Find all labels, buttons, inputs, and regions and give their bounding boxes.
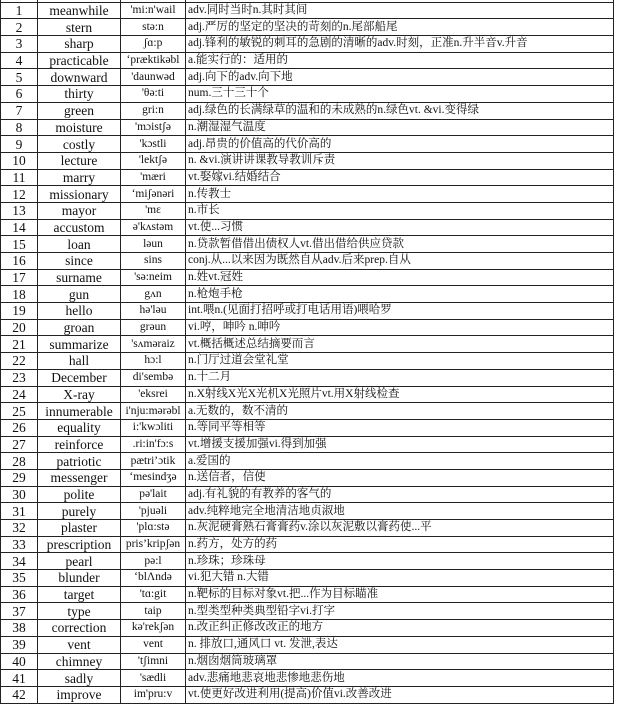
table-row xyxy=(1,236,614,253)
row-number: 21 xyxy=(1,336,38,353)
meaning-cell: n.靶标的目标对象vt.把...作为目标瞄准 xyxy=(186,586,614,603)
table-row xyxy=(1,219,614,236)
row-number: 31 xyxy=(1,503,38,520)
word-cell: meanwhile xyxy=(38,2,121,19)
table-row xyxy=(1,119,614,136)
row-number: 28 xyxy=(1,453,38,470)
table-row xyxy=(1,353,614,370)
word-cell: innumerable xyxy=(38,403,121,420)
word-cell: chimney xyxy=(38,653,121,670)
row-number: 37 xyxy=(1,603,38,620)
phonetic-cell: ‘miʃənəri xyxy=(121,186,186,203)
meaning-cell: n.改正纠正修改改正的地方 xyxy=(186,620,614,637)
row-number: 10 xyxy=(1,152,38,169)
row-number: 9 xyxy=(1,136,38,153)
word-cell: plaster xyxy=(38,520,121,537)
word-cell: surname xyxy=(38,269,121,286)
row-number: 20 xyxy=(1,319,38,336)
meaning-cell: adj.昂贵的价值高的代价高的 xyxy=(186,136,614,153)
phonetic-cell: ləun xyxy=(121,236,186,253)
meaning-cell: n.送信者，信使 xyxy=(186,469,614,486)
phonetic-cell: stə:n xyxy=(121,19,186,36)
table-row xyxy=(1,469,614,486)
phonetic-cell: i'nju:mərəbl xyxy=(121,403,186,420)
meaning-cell: int.喂n.(见面打招呼或打电话用语)喂哈罗 xyxy=(186,303,614,320)
phonetic-cell: 'sə:neim xyxy=(121,269,186,286)
meaning-cell: n.市长 xyxy=(186,202,614,219)
row-number: 32 xyxy=(1,520,38,537)
meaning-cell: a.无数的，数不清的 xyxy=(186,403,614,420)
phonetic-cell: i:'kwɔliti xyxy=(121,419,186,436)
table-row xyxy=(1,620,614,637)
phonetic-cell: 'kɔstli xyxy=(121,136,186,153)
row-number: 11 xyxy=(1,169,38,186)
table-row xyxy=(1,36,614,53)
meaning-cell: n.传教士 xyxy=(186,186,614,203)
meaning-cell: adj.向下的adv.向下地 xyxy=(186,69,614,86)
row-number: 7 xyxy=(1,102,38,119)
vocabulary-table-body xyxy=(1,0,614,703)
word-cell: missionary xyxy=(38,186,121,203)
table-row xyxy=(1,303,614,320)
meaning-cell: vt.使...习惯 xyxy=(186,219,614,236)
meaning-cell: n.烟囱烟筒玻璃罩 xyxy=(186,653,614,670)
phonetic-cell: sins xyxy=(121,253,186,270)
phonetic-cell: 'mæri xyxy=(121,169,186,186)
meaning-cell: n.十二月 xyxy=(186,369,614,386)
row-number: 14 xyxy=(1,219,38,236)
table-row xyxy=(1,102,614,119)
table-row xyxy=(1,386,614,403)
table-row xyxy=(1,586,614,603)
row-number: 34 xyxy=(1,553,38,570)
word-cell: purely xyxy=(38,503,121,520)
word-cell: blunder xyxy=(38,570,121,587)
word-cell: practicable xyxy=(38,52,121,69)
row-number: 39 xyxy=(1,636,38,653)
row-number: 1 xyxy=(1,2,38,19)
row-number: 8 xyxy=(1,119,38,136)
phonetic-cell: taip xyxy=(121,603,186,620)
table-row xyxy=(1,553,614,570)
table-row xyxy=(1,503,614,520)
row-number: 5 xyxy=(1,69,38,86)
row-number: 6 xyxy=(1,86,38,103)
word-cell: improve xyxy=(38,686,121,703)
row-number: 12 xyxy=(1,186,38,203)
word-cell: accustom xyxy=(38,219,121,236)
table-row xyxy=(1,253,614,270)
phonetic-cell: ‘mesindʒə xyxy=(121,469,186,486)
meaning-cell: a.爱国的 xyxy=(186,453,614,470)
table-row xyxy=(1,86,614,103)
table-row xyxy=(1,269,614,286)
table-row xyxy=(1,369,614,386)
meaning-cell: n.药方，处方的药 xyxy=(186,536,614,553)
row-number: 26 xyxy=(1,419,38,436)
meaning-cell: adv.同时当时n.其时其间 xyxy=(186,2,614,19)
phonetic-cell: ə'kʌstəm xyxy=(121,219,186,236)
table-row xyxy=(1,2,614,19)
row-number: 27 xyxy=(1,436,38,453)
word-cell: summarize xyxy=(38,336,121,353)
phonetic-cell: 'plɑ:stə xyxy=(121,520,186,537)
phonetic-cell: 'tɑ:git xyxy=(121,586,186,603)
row-number: 33 xyxy=(1,536,38,553)
phonetic-cell: pə:l xyxy=(121,553,186,570)
word-cell: polite xyxy=(38,486,121,503)
meaning-cell: adv.悲痛地悲哀地悲惨地悲伤地 xyxy=(186,670,614,687)
phonetic-cell: di'sembə xyxy=(121,369,186,386)
word-cell: messenger xyxy=(38,469,121,486)
meaning-cell: n. 排放口,通风口 vt. 发泄,表达 xyxy=(186,636,614,653)
row-number: 18 xyxy=(1,286,38,303)
table-row xyxy=(1,319,614,336)
phonetic-cell: 'pjuəli xyxy=(121,503,186,520)
table-row xyxy=(1,436,614,453)
table-row xyxy=(1,419,614,436)
phonetic-cell: gʌn xyxy=(121,286,186,303)
row-number: 22 xyxy=(1,353,38,370)
meaning-cell: adj.有礼貌的有教养的客气的 xyxy=(186,486,614,503)
table-row xyxy=(1,670,614,687)
row-number: 42 xyxy=(1,686,38,703)
phonetic-cell: .ri:in'fɔ:s xyxy=(121,436,186,453)
meaning-cell: n.珍珠；珍珠母 xyxy=(186,553,614,570)
row-number: 2 xyxy=(1,19,38,36)
row-number: 35 xyxy=(1,570,38,587)
phonetic-cell: 'mɛ xyxy=(121,202,186,219)
phonetic-cell: 'tʃimni xyxy=(121,653,186,670)
table-row xyxy=(1,186,614,203)
row-number: 30 xyxy=(1,486,38,503)
meaning-cell: n.灰泥硬膏熟石膏膏药v.涂以灰泥敷以膏药使...平 xyxy=(186,520,614,537)
table-row xyxy=(1,570,614,587)
row-number: 17 xyxy=(1,269,38,286)
row-number: 40 xyxy=(1,653,38,670)
meaning-cell: n.型类型种类典型铅字vi.打字 xyxy=(186,603,614,620)
phonetic-cell: ‘præktikəbl xyxy=(121,52,186,69)
phonetic-cell: im'pru:v xyxy=(121,686,186,703)
meaning-cell: vt.概括概述总结摘要而言 xyxy=(186,336,614,353)
meaning-cell: adj.严厉的坚定的坚决的苛刻的n.尾部船尾 xyxy=(186,19,614,36)
phonetic-cell: vent xyxy=(121,636,186,653)
row-number: 38 xyxy=(1,620,38,637)
table-row xyxy=(1,169,614,186)
row-number: 19 xyxy=(1,303,38,320)
phonetic-cell: pə'lait xyxy=(121,486,186,503)
word-cell: sadly xyxy=(38,670,121,687)
table-row xyxy=(1,520,614,537)
phonetic-cell: 'eksrei xyxy=(121,386,186,403)
table-row xyxy=(1,536,614,553)
row-number: 41 xyxy=(1,670,38,687)
phonetic-cell: 'lektʃə xyxy=(121,152,186,169)
word-cell: target xyxy=(38,586,121,603)
table-row xyxy=(1,152,614,169)
table-row xyxy=(1,286,614,303)
word-cell: gun xyxy=(38,286,121,303)
phonetic-cell: grəun xyxy=(121,319,186,336)
word-cell: type xyxy=(38,603,121,620)
row-number: 36 xyxy=(1,586,38,603)
meaning-cell: vi.哼，呻吟 n.呻吟 xyxy=(186,319,614,336)
table-row xyxy=(1,453,614,470)
word-cell: X-ray xyxy=(38,386,121,403)
meaning-cell: num.三十三十个 xyxy=(186,86,614,103)
table-row xyxy=(1,202,614,219)
word-cell: since xyxy=(38,253,121,270)
word-cell: reinforce xyxy=(38,436,121,453)
table-row xyxy=(1,136,614,153)
phonetic-cell: 'sædli xyxy=(121,670,186,687)
meaning-cell: adj.绿色的长满绿草的温和的未成熟的n.绿色vt. &vi.变得绿 xyxy=(186,102,614,119)
phonetic-cell: hɔ:l xyxy=(121,353,186,370)
row-number: 15 xyxy=(1,236,38,253)
word-cell: prescription xyxy=(38,536,121,553)
meaning-cell: n.贷款暂借借出债权人vt.借出借给供应贷款 xyxy=(186,236,614,253)
meaning-cell: vt.增援支援加强vi.得到加强 xyxy=(186,436,614,453)
row-number: 3 xyxy=(1,36,38,53)
word-cell: downward xyxy=(38,69,121,86)
row-number: 25 xyxy=(1,403,38,420)
table-row xyxy=(1,636,614,653)
phonetic-cell: gri:n xyxy=(121,102,186,119)
word-cell: groan xyxy=(38,319,121,336)
word-cell: moisture xyxy=(38,119,121,136)
meaning-cell: n.等同平等相等 xyxy=(186,419,614,436)
phonetic-cell: 'sʌməraiz xyxy=(121,336,186,353)
word-cell: vent xyxy=(38,636,121,653)
phonetic-cell: ‘blΛndə xyxy=(121,570,186,587)
table-row xyxy=(1,686,614,703)
word-cell: hello xyxy=(38,303,121,320)
phonetic-cell: pris’kripʃən xyxy=(121,536,186,553)
phonetic-cell: 'mi:n'wail xyxy=(121,2,186,19)
word-cell: December xyxy=(38,369,121,386)
row-number: 29 xyxy=(1,469,38,486)
table-row xyxy=(1,486,614,503)
table-row xyxy=(1,69,614,86)
word-cell: loan xyxy=(38,236,121,253)
meaning-cell: n.潮湿湿气温度 xyxy=(186,119,614,136)
phonetic-cell: 'θə:ti xyxy=(121,86,186,103)
table-row xyxy=(1,336,614,353)
table-row xyxy=(1,653,614,670)
meaning-cell: adv.纯粹地完全地清洁地贞淑地 xyxy=(186,503,614,520)
table-row xyxy=(1,603,614,620)
table-row xyxy=(1,52,614,69)
meaning-cell: vi.犯大错 n.大错 xyxy=(186,570,614,587)
meaning-cell: n.姓vt.冠姓 xyxy=(186,269,614,286)
word-cell: pearl xyxy=(38,553,121,570)
word-cell: hall xyxy=(38,353,121,370)
phonetic-cell: 'mɔistʃə xyxy=(121,119,186,136)
phonetic-cell: kə'rekʃən xyxy=(121,620,186,637)
meaning-cell: vt.娶嫁vi.结婚结合 xyxy=(186,169,614,186)
word-cell: green xyxy=(38,102,121,119)
meaning-cell: n.X射线X光X光机X光照片vt.用X射线检查 xyxy=(186,386,614,403)
word-cell: marry xyxy=(38,169,121,186)
row-number: 24 xyxy=(1,386,38,403)
row-number: 23 xyxy=(1,369,38,386)
meaning-cell: n. &vi.演讲讲课教导教训斥责 xyxy=(186,152,614,169)
meaning-cell: conj.从...以来因为既然自从adv.后来prep.自从 xyxy=(186,253,614,270)
phonetic-cell: pætri’ɔtik xyxy=(121,453,186,470)
word-cell: correction xyxy=(38,620,121,637)
row-number: 16 xyxy=(1,253,38,270)
table-row xyxy=(1,19,614,36)
word-cell: sharp xyxy=(38,36,121,53)
meaning-cell: vt.使更好改进利用(提高)价值vi.改善改进 xyxy=(186,686,614,703)
meaning-cell: n.枪炮手枪 xyxy=(186,286,614,303)
row-number: 13 xyxy=(1,202,38,219)
table-row xyxy=(1,403,614,420)
phonetic-cell: hə'ləu xyxy=(121,303,186,320)
word-cell: thirty xyxy=(38,86,121,103)
word-cell: patriotic xyxy=(38,453,121,470)
word-cell: stern xyxy=(38,19,121,36)
meaning-cell: adj.锋利的敏锐的刺耳的急剧的清晰的adv.时刻，正准n.升半音v.升音 xyxy=(186,36,614,53)
row-number: 4 xyxy=(1,52,38,69)
word-cell: lecture xyxy=(38,152,121,169)
meaning-cell: a.能实行的：适用的 xyxy=(186,52,614,69)
word-cell: mayor xyxy=(38,202,121,219)
word-cell: costly xyxy=(38,136,121,153)
meaning-cell: n.门厅过道会堂礼堂 xyxy=(186,353,614,370)
word-cell: equality xyxy=(38,419,121,436)
phonetic-cell: 'daunwəd xyxy=(121,69,186,86)
phonetic-cell: ʃɑ:p xyxy=(121,36,186,53)
